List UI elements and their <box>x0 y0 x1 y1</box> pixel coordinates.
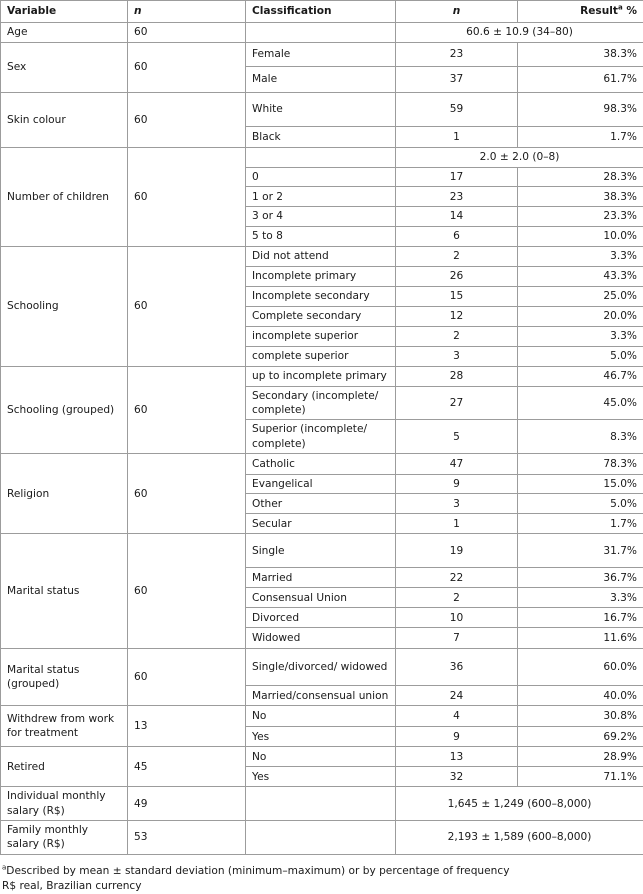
count-cell: 2 <box>396 588 518 608</box>
table-row <box>1 148 643 168</box>
count-cell: 2 <box>396 326 518 346</box>
variable-n-cell: 60 <box>128 93 246 148</box>
classification-cell-empty <box>246 787 396 821</box>
count-cell: 19 <box>396 534 518 568</box>
header-n-count: n <box>396 1 518 23</box>
table-header-row <box>1 1 643 23</box>
result-cell: 10.0% <box>518 226 643 246</box>
table-row <box>1 821 643 855</box>
count-cell: 1 <box>396 514 518 534</box>
table-row <box>1 43 643 67</box>
variable-n-cell: 45 <box>128 747 246 787</box>
result-cell: 38.3% <box>518 187 643 207</box>
classification-cell: Superior (incomplete/ complete) <box>246 420 396 454</box>
variable-n-cell: 60 <box>128 23 246 43</box>
result-cell: 28.9% <box>518 747 643 767</box>
classification-cell: Incomplete secondary <box>246 286 396 306</box>
classification-cell: Yes <box>246 727 396 747</box>
result-cell: 5.0% <box>518 346 643 366</box>
count-cell: 32 <box>396 767 518 787</box>
classification-cell: No <box>246 747 396 767</box>
result-cell: 30.8% <box>518 706 643 727</box>
result-cell: 3.3% <box>518 588 643 608</box>
classification-cell: Complete secondary <box>246 306 396 326</box>
footnote-a <box>2 864 509 879</box>
classification-cell: Incomplete primary <box>246 266 396 286</box>
result-cell: 40.0% <box>518 686 643 706</box>
variable-cell: Sex <box>1 43 128 93</box>
variable-cell: Schooling (grouped) <box>1 366 128 454</box>
table-row <box>1 93 643 127</box>
count-cell: 6 <box>396 226 518 246</box>
table-row <box>1 649 643 686</box>
result-cell: 5.0% <box>518 494 643 514</box>
classification-cell: Single <box>246 534 396 568</box>
classification-cell-empty <box>246 148 396 168</box>
variable-n-cell: 60 <box>128 246 246 366</box>
classification-cell: Other <box>246 494 396 514</box>
count-cell: 12 <box>396 306 518 326</box>
classification-cell: Divorced <box>246 608 396 628</box>
classification-cell: Secondary (incomplete/ complete) <box>246 386 396 420</box>
variable-cell: Marital status <box>1 534 128 649</box>
variable-n-cell: 13 <box>128 706 246 747</box>
header-variable: Variable <box>1 1 128 23</box>
classification-cell: 5 to 8 <box>246 226 396 246</box>
result-cell: 61.7% <box>518 67 643 93</box>
table-row <box>1 366 643 386</box>
count-cell: 1 <box>396 127 518 148</box>
classification-cell: 0 <box>246 168 396 187</box>
variable-cell: Individual monthly salary (R$) <box>1 787 128 821</box>
count-cell: 3 <box>396 494 518 514</box>
count-cell: 24 <box>396 686 518 706</box>
classification-cell: Widowed <box>246 628 396 649</box>
variable-cell: Number of children <box>1 148 128 247</box>
classification-cell: complete superior <box>246 346 396 366</box>
variable-n-cell: 53 <box>128 821 246 855</box>
header-n: n <box>128 1 246 23</box>
summary-cell: 2.0 ± 2.0 (0–8) <box>396 148 643 168</box>
variable-n-cell: 60 <box>128 43 246 93</box>
result-cell: 46.7% <box>518 366 643 386</box>
count-cell: 47 <box>396 454 518 475</box>
classification-cell-empty <box>246 23 396 43</box>
variable-n-cell: 60 <box>128 454 246 534</box>
classification-cell: Consensual Union <box>246 588 396 608</box>
result-cell: 20.0% <box>518 306 643 326</box>
variable-cell: Religion <box>1 454 128 534</box>
count-cell: 4 <box>396 706 518 727</box>
result-cell: 69.2% <box>518 727 643 747</box>
count-cell: 27 <box>396 386 518 420</box>
count-cell: 28 <box>396 366 518 386</box>
footnote-a-text: Described by mean ± standard deviation (minimum–maximum) or by percentage of frequency <box>6 865 510 877</box>
classification-cell: Did not attend <box>246 246 396 266</box>
result-cell: 31.7% <box>518 534 643 568</box>
classification-cell: Secular <box>246 514 396 534</box>
variable-cell: Retired <box>1 747 128 787</box>
classification-cell: Catholic <box>246 454 396 475</box>
classification-cell: White <box>246 93 396 127</box>
table-row <box>1 706 643 727</box>
classification-cell: Evangelical <box>246 475 396 494</box>
result-cell: 8.3% <box>518 420 643 454</box>
result-cell: 28.3% <box>518 168 643 187</box>
result-cell: 98.3% <box>518 93 643 127</box>
result-cell: 15.0% <box>518 475 643 494</box>
count-cell: 7 <box>396 628 518 649</box>
header-result-label: Result <box>580 5 618 18</box>
classification-cell: up to incomplete primary <box>246 366 396 386</box>
variable-n-cell: 49 <box>128 787 246 821</box>
classification-cell-empty <box>246 821 396 855</box>
count-cell: 37 <box>396 67 518 93</box>
result-cell: 71.1% <box>518 767 643 787</box>
footnote-currency: R$ real, Brazilian currency <box>2 880 142 892</box>
result-cell: 3.3% <box>518 246 643 266</box>
count-cell: 59 <box>396 93 518 127</box>
variable-n-cell: 60 <box>128 534 246 649</box>
header-result-suffix: % <box>622 5 637 18</box>
summary-cell: 1,645 ± 1,249 (600–8,000) <box>396 787 643 821</box>
table-row <box>1 787 643 821</box>
table-body <box>1 23 643 855</box>
result-cell: 78.3% <box>518 454 643 475</box>
variable-cell: Schooling <box>1 246 128 366</box>
classification-cell: Black <box>246 127 396 148</box>
summary-cell: 60.6 ± 10.9 (34–80) <box>396 23 643 43</box>
table-row <box>1 23 643 43</box>
variable-cell: Marital status (grouped) <box>1 649 128 706</box>
variable-cell: Age <box>1 23 128 43</box>
count-cell: 3 <box>396 346 518 366</box>
result-cell: 38.3% <box>518 43 643 67</box>
count-cell: 5 <box>396 420 518 454</box>
result-cell: 3.3% <box>518 326 643 346</box>
count-cell: 26 <box>396 266 518 286</box>
result-cell: 1.7% <box>518 514 643 534</box>
count-cell: 2 <box>396 246 518 266</box>
count-cell: 10 <box>396 608 518 628</box>
count-cell: 13 <box>396 747 518 767</box>
count-cell: 23 <box>396 187 518 207</box>
classification-cell: Single/divorced/ widowed <box>246 649 396 686</box>
count-cell: 9 <box>396 475 518 494</box>
table-row <box>1 747 643 767</box>
header-result <box>518 1 643 23</box>
classification-cell: Male <box>246 67 396 93</box>
result-cell: 23.3% <box>518 207 643 226</box>
count-cell: 22 <box>396 568 518 588</box>
footnote-a-marker: a <box>2 863 7 872</box>
count-cell: 17 <box>396 168 518 187</box>
classification-cell: 1 or 2 <box>246 187 396 207</box>
table-row <box>1 246 643 266</box>
result-cell: 43.3% <box>518 266 643 286</box>
result-cell: 36.7% <box>518 568 643 588</box>
result-cell: 45.0% <box>518 386 643 420</box>
classification-cell: Married/consensual union <box>246 686 396 706</box>
result-cell: 25.0% <box>518 286 643 306</box>
count-cell: 23 <box>396 43 518 67</box>
classification-cell: 3 or 4 <box>246 207 396 226</box>
table-row <box>1 454 643 475</box>
result-cell: 1.7% <box>518 127 643 148</box>
result-cell: 11.6% <box>518 628 643 649</box>
count-cell: 14 <box>396 207 518 226</box>
count-cell: 36 <box>396 649 518 686</box>
result-cell: 16.7% <box>518 608 643 628</box>
variable-cell: Skin colour <box>1 93 128 148</box>
result-cell: 60.0% <box>518 649 643 686</box>
summary-cell: 2,193 ± 1,589 (600–8,000) <box>396 821 643 855</box>
table-footnotes <box>2 864 509 894</box>
table-row <box>1 534 643 568</box>
variable-cell: Family monthly salary (R$) <box>1 821 128 855</box>
classification-cell: incomplete superior <box>246 326 396 346</box>
classification-cell: Female <box>246 43 396 67</box>
classification-cell: Yes <box>246 767 396 787</box>
count-cell: 9 <box>396 727 518 747</box>
header-result-footnote-marker: a <box>617 3 623 12</box>
variable-n-cell: 60 <box>128 148 246 247</box>
variable-n-cell: 60 <box>128 649 246 706</box>
count-cell: 15 <box>396 286 518 306</box>
classification-cell: No <box>246 706 396 727</box>
classification-cell: Married <box>246 568 396 588</box>
variable-n-cell: 60 <box>128 366 246 454</box>
variable-cell: Withdrew from work for treatment <box>1 706 128 747</box>
header-classification: Classification <box>246 1 396 23</box>
